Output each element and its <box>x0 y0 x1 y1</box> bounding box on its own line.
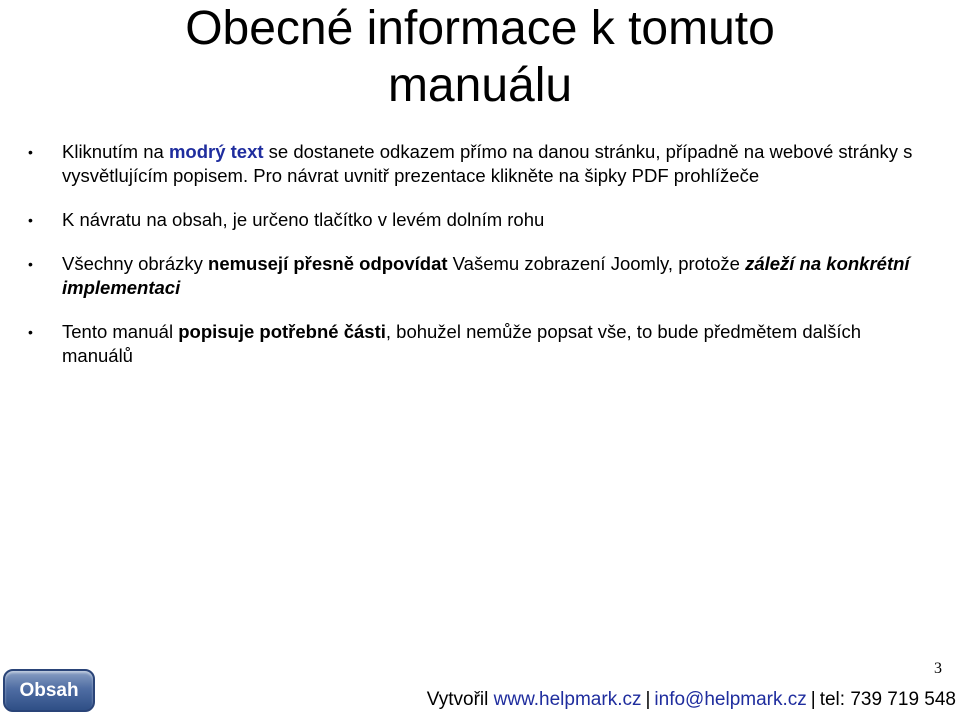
slide-title-line-2: manuálu <box>387 59 573 112</box>
bullet-3-mid: Vašemu zobrazení Joomly, protože <box>447 253 746 274</box>
bullet-4-pre: Tento manuál <box>62 321 179 342</box>
bullet-dot-icon: • <box>28 256 33 272</box>
modry-text-link[interactable]: modrý text <box>168 141 264 162</box>
bullet-item-1 <box>28 140 928 188</box>
bullet-4-post: , bohužel nemůže popsat vše, to bude předmětem dalších manuálů <box>62 321 861 366</box>
bullet-dot-icon: • <box>28 212 33 228</box>
footer-phone: tel: 739 719 548 <box>819 689 956 710</box>
footer-email-link[interactable]: info@helpmark.cz <box>654 689 807 710</box>
bullet-2-text: K návratu na obsah, je určeno tlačítko v levém dolním rohu <box>62 209 545 230</box>
bullet-item-2 <box>28 208 928 232</box>
footer-separator: | <box>645 689 651 710</box>
bullet-1-post: se dostanete odkazem přímo na danou stránku, případně na webové stránky s vysvětlujícím popisem. Pro návrat uvnitř prezentace klikněte na šipky PDF prohlížeče <box>62 141 913 186</box>
page-number: 3 <box>934 660 942 677</box>
slide-title <box>0 0 960 114</box>
bullet-dot-icon: • <box>28 144 33 160</box>
obsah-button[interactable]: Obsah <box>3 669 95 712</box>
footer-author-label: Vytvořil <box>426 689 494 710</box>
footer-website-link[interactable]: www.helpmark.cz <box>493 689 642 710</box>
bullet-item-4 <box>28 320 928 368</box>
bullet-item-3 <box>28 252 928 300</box>
bullet-3-bold: nemusejí přesně odpovídat <box>208 253 448 274</box>
bullet-3-bold-italic: záleží na konkrétní implementaci <box>62 253 910 298</box>
bullet-list <box>28 140 928 388</box>
footer-separator: | <box>810 689 816 710</box>
bullet-dot-icon: • <box>28 324 33 340</box>
bullet-4-bold: popisuje potřebné části <box>178 321 386 342</box>
slide-title-line-1: Obecné informace k tomuto <box>185 2 775 55</box>
bullet-3-pre: Všechny obrázky <box>62 253 209 274</box>
footer <box>427 688 956 712</box>
bullet-1-pre: Kliknutím na <box>62 141 169 162</box>
